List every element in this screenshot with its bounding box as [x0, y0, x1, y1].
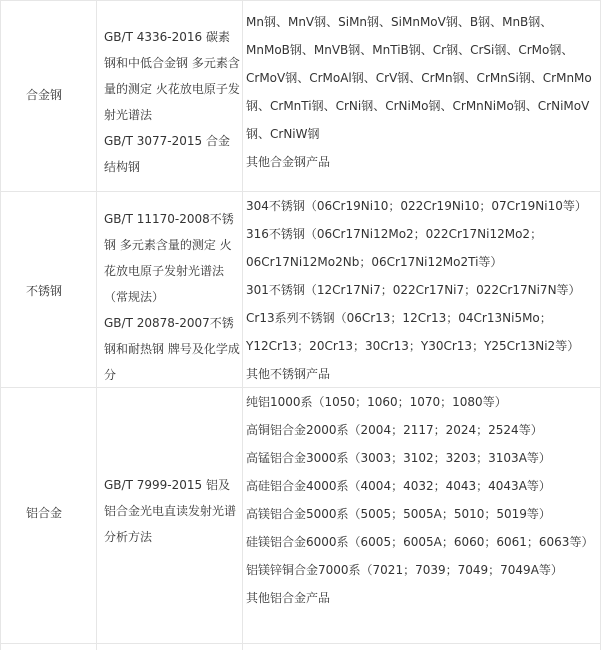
row-divider: [0, 0, 601, 1]
product-item: 316不锈钢（06Cr17Ni12Mo2；022Cr17Ni12Mo2；06Cr17Ni12Mo2Nb；06Cr17Ni12Mo2Ti等）: [246, 227, 543, 269]
product-item: Cr13系列不锈钢（06Cr13；12Cr13；04Cr13Ni5Mo；Y12Cr13；20Cr13；30Cr13；Y30Cr13；Y25Cr13Ni2等）: [246, 311, 580, 353]
column-divider: [0, 0, 1, 650]
product-item: 304不锈钢（06Cr19Ni10；022Cr19Ni10；07Cr19Ni10等）: [246, 199, 587, 213]
standard-item: GB/T 4336-2016 碳素钢和中低合金钢 多元素含量的测定 火花放电原子发射光谱法: [104, 30, 240, 122]
products-cell: [246, 192, 596, 388]
product-item: 铝镁锌铜合金7000系（7021；7039；7049；7049A等）: [246, 563, 563, 577]
column-divider: [96, 0, 97, 650]
product-item: 其他铝合金产品: [246, 591, 331, 605]
product-item: 其他不锈钢产品: [246, 367, 331, 381]
product-item: Mn钢、MnV钢、SiMn钢、SiMnMoV钢、B钢、MnB钢、MnMoB钢、MnVB钢、MnTiB钢、Cr钢、CrSi钢、CrMo钢、CrMoV钢、CrMoAl钢、CrV钢、CrMn钢、CrMnSi钢、CrMnMo钢、CrMnTi钢、CrNi钢、CrNiMo钢、CrMnNiMo钢、CrNiMoV钢、CrNiW钢: [246, 15, 592, 141]
standards-cell: [104, 472, 240, 550]
column-divider: [242, 0, 243, 650]
standard-item: GB/T 7999-2015 铝及铝合金光电直读发射光谱分析方法: [104, 478, 237, 544]
products-cell: [246, 388, 596, 612]
product-item: 高硅铝合金4000系（4004；4032；4043；4043A等）: [246, 479, 551, 493]
row-divider: [0, 643, 601, 644]
products-cell: [246, 8, 596, 176]
standard-item: GB/T 20878-2007不锈钢和耐热钢 牌号及化学成分: [104, 316, 240, 382]
category-cell: 不锈钢: [26, 284, 63, 298]
product-item: 高铜铝合金2000系（2004；2117；2024；2524等）: [246, 423, 543, 437]
standard-item: GB/T 11170-2008不锈钢 多元素含量的测定 火花放电原子发射光谱法（常规法）: [104, 212, 234, 304]
standards-cell: [104, 206, 240, 388]
standard-item: GB/T 3077-2015 合金结构钢: [104, 134, 230, 174]
category-cell: 铝合金: [26, 506, 63, 520]
product-item: 高镁铝合金5000系（5005；5005A；5010；5019等）: [246, 507, 551, 521]
product-item: 硅镁铝合金6000系（6005；6005A；6060；6061；6063等）: [246, 535, 594, 549]
product-item: 301不锈钢（12Cr17Ni7；022Cr17Ni7；022Cr17Ni7N等）: [246, 283, 581, 297]
product-item: 纯铝1000系（1050；1060；1070；1080等）: [246, 395, 507, 409]
product-item: 其他合金钢产品: [246, 155, 331, 169]
product-item: 高锰铝合金3000系（3003；3102；3203；3103A等）: [246, 451, 551, 465]
standards-cell: [104, 24, 240, 180]
category-cell: 合金钢: [26, 88, 63, 102]
